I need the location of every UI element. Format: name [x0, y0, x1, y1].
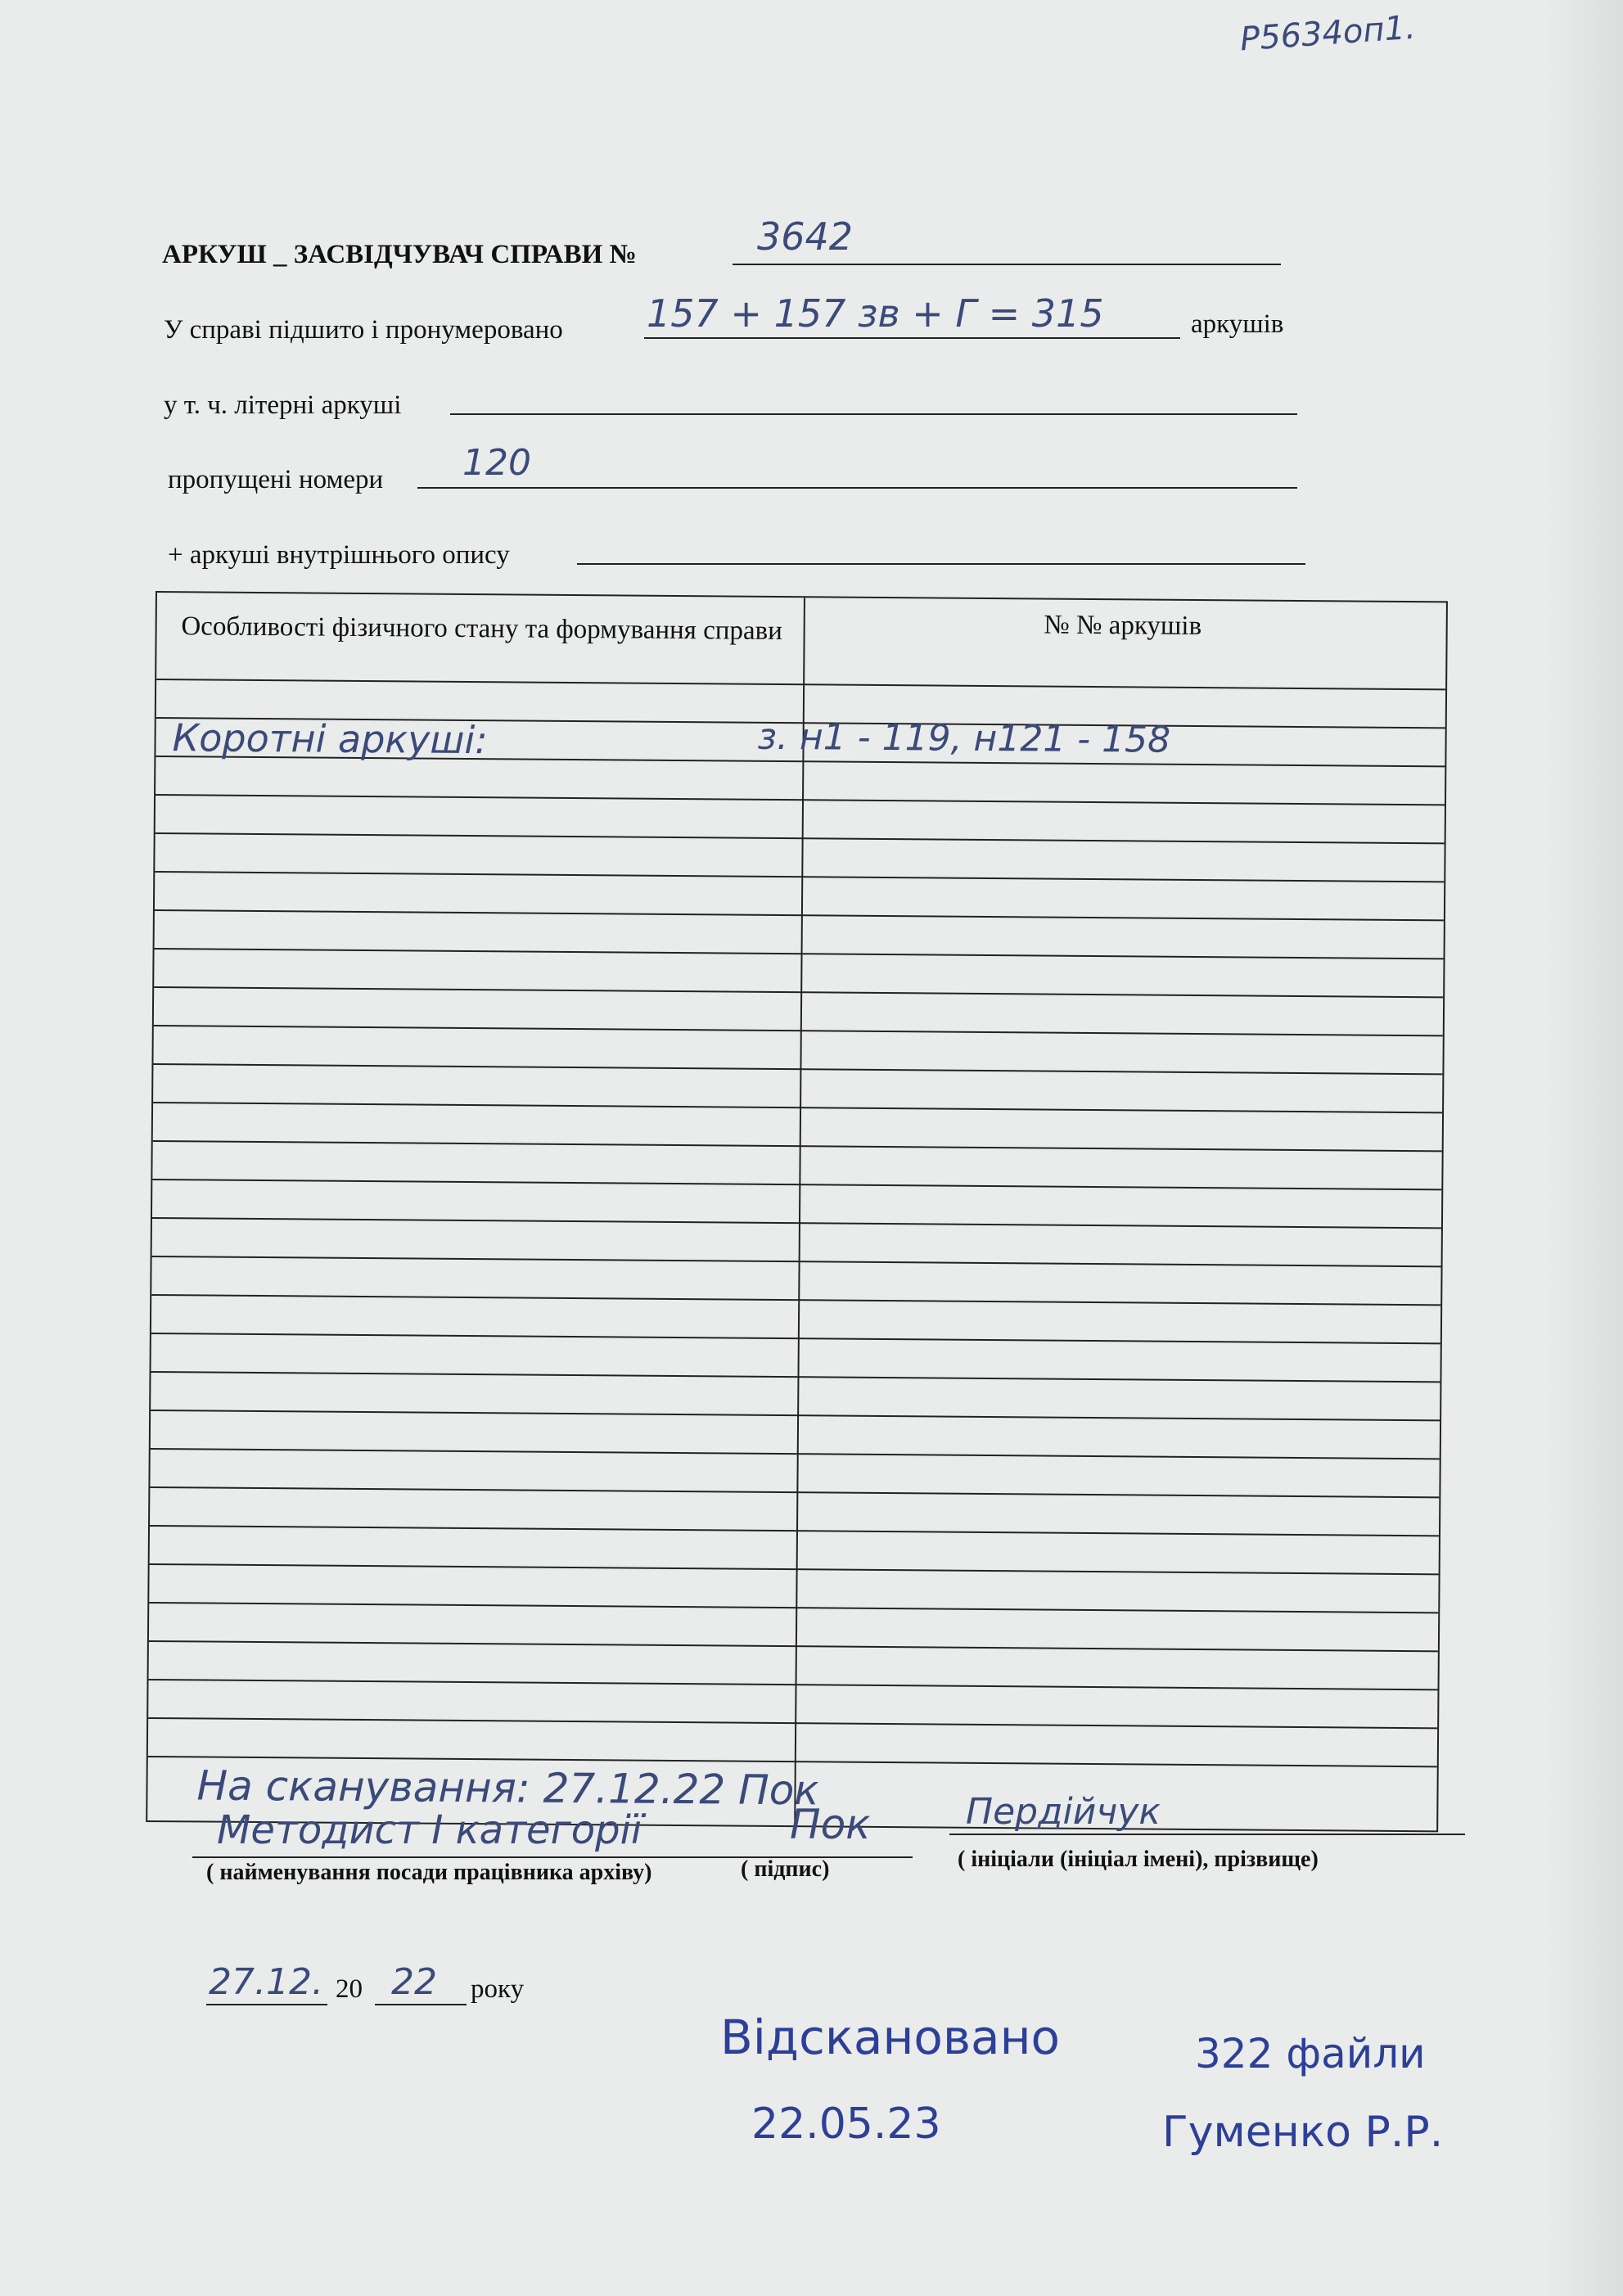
sewn-value: 157 + 157 зв + Г = 315	[647, 291, 1104, 336]
table-row-line	[149, 1640, 1438, 1652]
letter-sheets-label: у т. ч. літерні аркуші	[164, 390, 402, 420]
scanning-note: На сканування: 27.12.22 Пок	[196, 1761, 819, 1815]
table-row-line	[152, 1217, 1441, 1229]
page-title: АРКУШ _ ЗАСВІДЧУВАЧ СПРАВИ №	[162, 240, 637, 269]
condition-table	[146, 591, 1448, 1832]
missing-numbers-label: пропущені номери	[168, 465, 384, 494]
table-row-line	[151, 1410, 1440, 1421]
table-row-line	[150, 1563, 1439, 1575]
table-row-line	[151, 1448, 1440, 1459]
position-value: Методист І категорії	[217, 1807, 642, 1853]
table-row-line	[154, 1025, 1443, 1036]
inventory-label: + аркуші внутрішнього опису	[168, 540, 510, 570]
name-underline	[949, 1834, 1465, 1835]
table-row-line	[148, 1717, 1437, 1729]
table-row-line	[150, 1525, 1439, 1536]
date-suffix: року	[471, 1974, 525, 2004]
date-day-month-value: 27.12.	[209, 1961, 323, 2003]
table-row-line	[156, 832, 1445, 844]
name-value: Пердійчук	[966, 1791, 1161, 1833]
sewn-underline	[644, 337, 1180, 339]
table-row-line	[151, 1371, 1440, 1383]
table-row-line	[155, 871, 1444, 882]
case-number-value: 3642	[757, 214, 854, 259]
table-row-sheets-value: з. н1 - 119, н121 - 158	[757, 715, 1171, 761]
case-number-underline	[733, 264, 1281, 265]
table-row-line	[150, 1486, 1439, 1498]
date-year-underline	[375, 2004, 467, 2005]
date-century: 20	[336, 1974, 363, 2004]
missing-numbers-underline	[417, 487, 1297, 489]
table-row-line	[152, 1256, 1441, 1267]
table-column-divider	[794, 598, 805, 1825]
table-row-line	[153, 1063, 1442, 1075]
table-row-line	[151, 1294, 1440, 1306]
table-row-line	[156, 679, 1445, 690]
table-row-line	[153, 1102, 1442, 1113]
scanned-file-count: 322 файли	[1195, 2030, 1426, 2077]
table-header-condition: Особливості фізичного стану та формування справи	[181, 611, 783, 647]
table-row-line	[156, 794, 1445, 805]
fond-reference-note: Р5634оп1.	[1238, 8, 1418, 59]
table-row-condition-value: Коротні аркуші:	[172, 715, 488, 763]
table-row-line	[151, 1333, 1440, 1344]
scanned-date: 22.05.23	[751, 2100, 941, 2149]
table-row-line	[152, 1179, 1441, 1190]
date-year-value: 22	[391, 1961, 437, 2003]
table-row-line	[155, 948, 1444, 959]
table-row-line	[149, 1679, 1438, 1690]
inventory-underline	[577, 563, 1305, 565]
scanned-by-name: Гуменко Р.Р.	[1162, 2108, 1444, 2157]
table-row-line	[149, 1602, 1438, 1613]
date-day-month-underline	[206, 2004, 327, 2005]
sewn-label: У справі підшито і пронумеровано	[164, 315, 563, 345]
letter-sheets-underline	[450, 413, 1297, 415]
signature-caption: ( підпис)	[741, 1856, 830, 1882]
sewn-suffix: аркушів	[1191, 309, 1284, 339]
table-row-line	[155, 909, 1444, 921]
signature-value: Пок	[790, 1801, 871, 1848]
table-row-line	[154, 986, 1443, 998]
position-caption: ( найменування посади працівника архіву)	[206, 1860, 652, 1885]
scanned-note: Відскановано	[720, 2010, 1061, 2065]
table-row-line	[153, 1140, 1442, 1152]
name-caption: ( ініціали (ініціал імені), прізвище)	[958, 1847, 1319, 1872]
missing-numbers-value: 120	[462, 442, 531, 484]
table-header-sheet-numbers: № № аркушів	[1044, 610, 1202, 642]
